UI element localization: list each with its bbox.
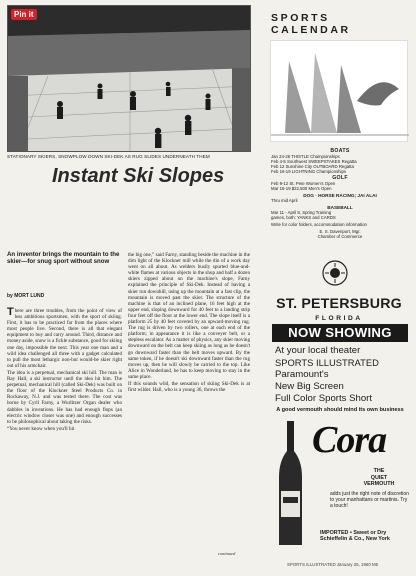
vermouth-body-text: adds just the right note of discretion to your manhattans or martinis. Try a touch! [330, 491, 409, 509]
article-headline: Instant Ski Slopes [52, 165, 225, 187]
ski-deck-illustration [8, 6, 251, 152]
list-item: Jan 24-26 THISTLE Championships [271, 154, 340, 159]
baseball-heading: BASEBALL [327, 205, 353, 210]
contact-name: E. S. Davenport, Mgr. [319, 229, 361, 234]
article-byline: by MORT LUND [7, 293, 45, 299]
write-note: Write for color folders, accommodation information [271, 222, 367, 227]
cora-brand-logo: Cora [312, 419, 387, 461]
list-item: Thru mid April [271, 198, 298, 203]
boats-heading: BOATS [330, 148, 350, 154]
vermouth-bottle-icon [277, 421, 304, 545]
list-item: Feb 4-5 Southwest SWEEPSTAKES Regatta [271, 159, 357, 164]
contact-org: Chamber of Commerce [317, 234, 363, 239]
paragraph: If this sounds wild, the sensation of skiing Ski-Dek is at first wilder. Hall, who is a young 36, throws the [128, 380, 250, 394]
ski-deck-photo [7, 5, 251, 152]
dog-heading: DOG · HORSE RACING; JAI ALAI [303, 193, 377, 198]
si-line: SPORTS ILLUSTRATED [275, 357, 379, 368]
golf-heading: GOLF [332, 175, 348, 181]
big-screen-line: New Big Screen [275, 381, 344, 392]
list-item: Mar 11 - April 8, Spring Training [271, 210, 332, 215]
theater-line: At your local theater [275, 345, 361, 356]
list-item: Mar 16-19 $22,500 Men's Open [271, 186, 332, 191]
importer-info: IMPORTED • Sweet or Dry Schieffelin & Co., New York [320, 530, 390, 543]
paramount-line: Paramount's [275, 369, 329, 380]
article-column-1 [7, 308, 122, 433]
paragraph: the big one,” said Farny, standing beside the machine in the dim light of the Klockner mill while the din of a work day went on all about. As welders busily spurted blue-and-white flames at various objects in the shop and half a dozen skiers zipped about on the machine's slope, Farny explained the principle of Ski-Dek. Instead of having a skier run downhill, using up the mountain at a fast clip, the mountain is moved past the skier. The structure of the machine is that of an inclined plane, 16 feet high at the upper end, sloping downward for 40 feet to a landing strip four feet off the floor at the lower end. The slope itself is a platform 25 by 40 feet covered by an upward-moving rug. The rug is driven by two rollers, one at each end of the platform; in appearance it is like a conveyer belt, or a stepless escalator. As a matter of physics, any skier moving downward on the belt can keep skiing as long as he doesn't go downward faster than the belt moves upward. By the same token, if he doesn't ski downward faster than the rug moves up, then he will slowly be carried to the top. Like Alice in Wonderland, he has to keep moving to stay in the same place. [128, 252, 250, 380]
florida-subtitle: FLORIDA [315, 315, 363, 322]
list-item: Feb 12 Sunshine City OUTBOARD Regatta [271, 164, 354, 169]
quiet-vermouth-label: THE QUIET VERMOUTH [363, 468, 395, 487]
paragraph: The idea is a perpetual, mechanical ski hill. The man is Ray Hall, a ski instructor until the idea hit him. The perpetual, mechanical hill (called Ski-Dek) was built on the floor of the Klockner Steel Products Co. in Rockaway, N.J. and was tested there. The cost was borne by Cyril Farny, a Wurlitzer Organ dealer who dabbles in inventions. He has had enough flops (an electric window closer was one) and enough successes to be philosophical about taking the risks. [7, 369, 122, 425]
list-item: Feb 9-12 St. Pete Women's Open [271, 181, 336, 186]
paragraph: “You never know when you'll hit [7, 425, 75, 432]
st-petersburg-title: ST. PETERSBURG [276, 296, 402, 312]
pin-it-button[interactable]: Pin it [11, 9, 37, 20]
article-dek: An inventor brings the mountain to the skier—for snug sport without snow [7, 251, 120, 266]
sports-short-line: Full Color Sports Short [275, 393, 373, 404]
calendar-illustration [270, 40, 408, 142]
list-item: games, both: YANKS and CARDS [271, 215, 336, 220]
page-footer: SPORTS ILLUSTRATED January 25, 1960 M5 [287, 562, 379, 567]
paragraph: There are three troubles, from the point of view of less ambitious sportsmen, with the sport of skiing. First, it has to be practiced far from the places where most people live. Second, there is all that elegant equipment to buy and carry around. Third, distance and money aside, snow is a fickle substance, good for skiing one day, impossible the next. This year one man and a wild idea challenged all three with a gadget calculated to pull the most lethargic non-but would-be skier right out of his armchair. [7, 306, 122, 369]
vermouth-tagline: A good vermouth should mind its own business [276, 407, 404, 413]
continued-note: continued [218, 551, 236, 556]
photo-caption: STATIONARY SKIERS, SNOWPLOW DOWN SKI-DEK AS RUG SLIDES UNDERNEATH THEM [7, 154, 210, 159]
sail-fish-illustration [271, 41, 409, 143]
list-item: Feb 16-19 LIGHTNING Championships [271, 169, 346, 174]
sun-logo-icon [322, 260, 348, 286]
sports-calendar-title: SPORTS CALENDAR [271, 12, 351, 36]
article-column-2 [128, 252, 250, 394]
now-showing-banner-top: NOW SHOWING [272, 324, 408, 342]
drop-cap: T [7, 306, 14, 318]
calendar-listings [271, 147, 409, 239]
